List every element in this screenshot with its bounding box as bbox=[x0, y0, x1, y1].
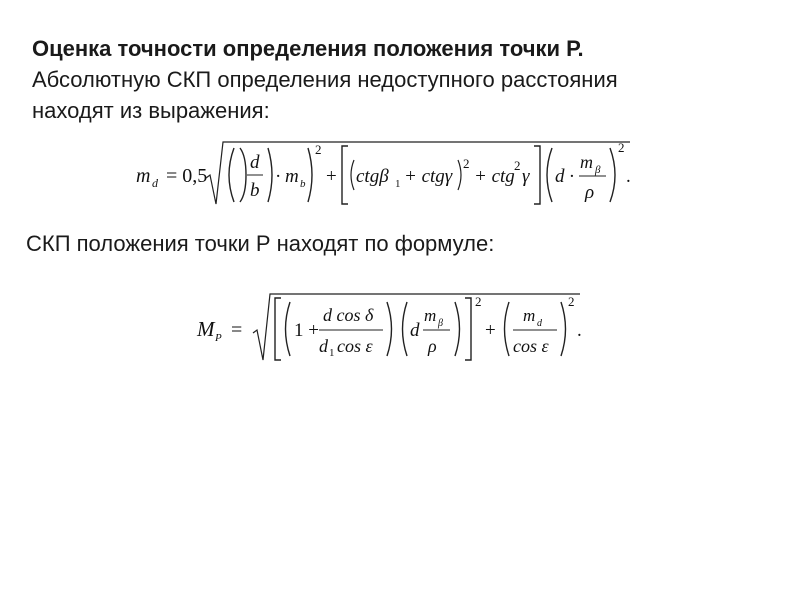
f2-paren2-close bbox=[455, 302, 460, 356]
body-line-2: находят из выражения: bbox=[32, 98, 270, 123]
f2-paren2-open bbox=[403, 302, 408, 356]
f2-sq: 2 bbox=[475, 294, 482, 309]
f1-ctg-gamma: + ctgγ bbox=[404, 166, 453, 187]
f2-den-d: d bbox=[319, 336, 328, 356]
f1-paren-ctg-close bbox=[458, 160, 461, 190]
f2-one: 1 + bbox=[294, 320, 319, 341]
f1-paren-open bbox=[229, 148, 234, 202]
f1-bracket-close bbox=[534, 146, 540, 204]
f2-md: m bbox=[523, 306, 536, 325]
f2-lhs-sub: P bbox=[215, 332, 222, 344]
f2-md-sub: d bbox=[537, 318, 542, 329]
f1-sq4: 2 bbox=[618, 140, 625, 155]
f2-eq: = bbox=[231, 319, 243, 341]
f2-bracket-close bbox=[465, 298, 471, 360]
f1-mbeta: m bbox=[580, 152, 593, 172]
f2-cos: cos ε bbox=[513, 336, 549, 356]
f2-end: . bbox=[577, 320, 582, 341]
body-line-1: Абсолютную СКП определения недоступного расстояния bbox=[32, 67, 618, 92]
f2-mbeta-sub: β bbox=[438, 318, 443, 329]
f1-d2: d · bbox=[555, 166, 574, 187]
f1-ctg1-sub: 1 bbox=[395, 178, 401, 190]
f2-den-sub: 1 bbox=[329, 347, 335, 359]
f2-d: d bbox=[410, 320, 420, 341]
f1-mb-sub: b bbox=[300, 178, 306, 190]
f1-paren-close bbox=[308, 148, 312, 202]
f2-den-rest: cos ε bbox=[337, 336, 373, 356]
f2-mbeta: m bbox=[424, 306, 437, 325]
subheading: СКП положения точки Р находят по формуле: bbox=[26, 231, 495, 256]
f2-rho: ρ bbox=[428, 336, 437, 356]
f1-lhs: m bbox=[136, 165, 151, 187]
f1-plus: + bbox=[326, 166, 337, 187]
f2-lhs: M bbox=[197, 317, 215, 341]
f1-ctg1: ctgβ bbox=[356, 166, 389, 187]
f1-sq: 2 bbox=[315, 142, 322, 157]
f2-plus: + bbox=[485, 320, 496, 341]
f1-mbeta-sub: β bbox=[595, 164, 601, 176]
f2-num: d cos δ bbox=[323, 305, 374, 325]
f1-b: b bbox=[250, 180, 260, 201]
f1-sq3: 2 bbox=[514, 158, 521, 173]
f2-paren-open bbox=[286, 302, 291, 356]
f1-lhs-sub: d bbox=[152, 176, 158, 190]
f1-ctg-term: + ctg bbox=[474, 166, 515, 187]
f1-bracket-open bbox=[342, 146, 348, 204]
f1-paren-ctg-open bbox=[351, 160, 354, 190]
f1-rho: ρ bbox=[585, 182, 595, 203]
f1-mb: m bbox=[285, 166, 299, 187]
f1-eq: = 0,5 bbox=[166, 165, 208, 187]
f2-paren-close bbox=[387, 302, 392, 356]
f1-paren2-close bbox=[610, 148, 615, 202]
slide-title: Оценка точности определения положения точки Р. bbox=[32, 36, 584, 61]
f1-paren-fraction-open bbox=[240, 148, 246, 202]
f1-sq2: 2 bbox=[463, 156, 470, 171]
f2-bracket-open bbox=[275, 298, 281, 360]
formula-position-error bbox=[195, 290, 595, 365]
f1-paren2-open bbox=[547, 148, 552, 202]
f2-paren3-open bbox=[505, 302, 510, 356]
f2-sq2: 2 bbox=[568, 294, 575, 309]
f1-gamma: γ bbox=[522, 166, 530, 187]
f1-dot: · bbox=[275, 166, 282, 187]
text-block bbox=[32, 33, 772, 126]
f1-paren-fraction-close bbox=[268, 148, 272, 202]
f1-d: d bbox=[250, 152, 260, 173]
f1-end: . bbox=[626, 166, 631, 187]
f2-paren3-close bbox=[561, 302, 566, 356]
formula-distance-error bbox=[130, 138, 640, 210]
